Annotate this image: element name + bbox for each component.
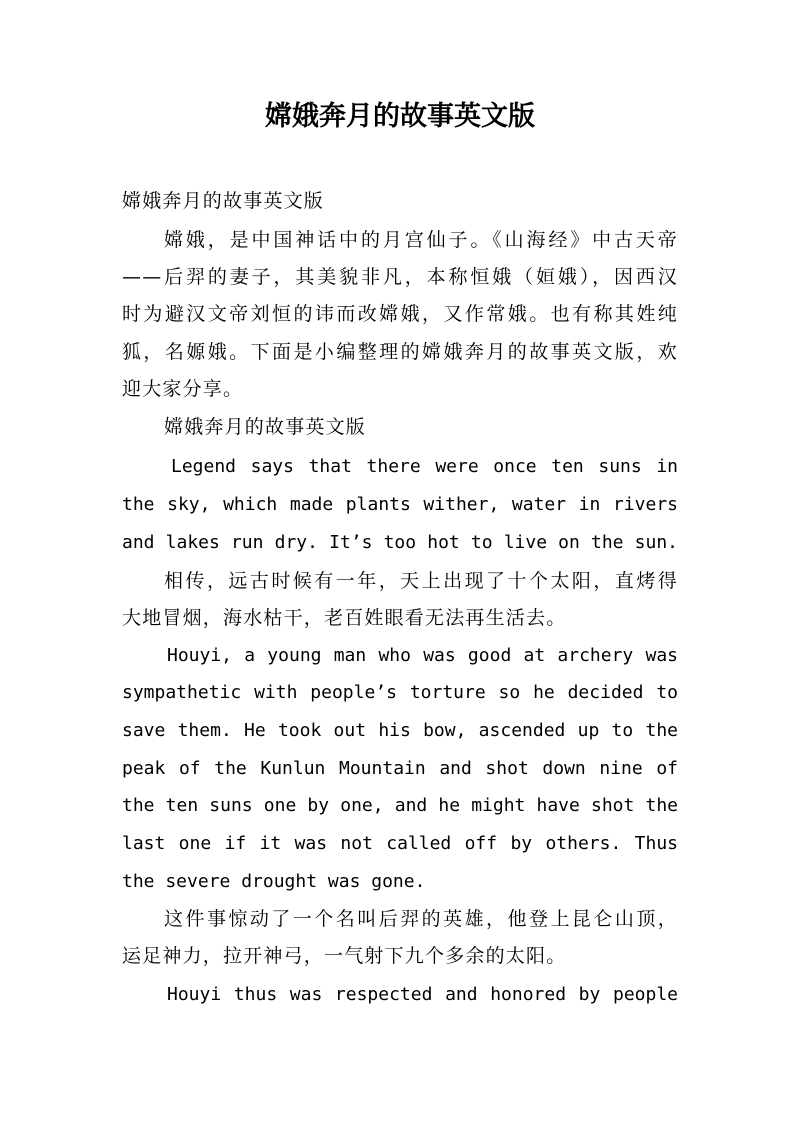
english-para-2-line-1: Houyi, a young man who was good at archery was — [167, 645, 678, 666]
intro-line-5: 迎大家分享。 — [122, 378, 244, 400]
intro-line-4: 狐，名嫄娥。下面是小编整理的嫦娥奔月的故事英文版，欢 — [122, 341, 678, 363]
intro-line-1: 嫦娥，是中国神话中的月宫仙子。《山海经》中古天帝 — [164, 229, 678, 251]
chinese-para-1-line-1: 相传，远古时候有一年，天上出现了十个太阳，直烤得 — [164, 570, 678, 592]
english-para-2-line-3: save them. He took out his bow, ascended up to the — [122, 720, 678, 741]
english-para-3-line-1: Houyi thus was respected and honored by people — [167, 984, 678, 1005]
intro-line-3: 时为避汉文帝刘恒的讳而改嫦娥，又作常娥。也有称其姓纯 — [122, 303, 678, 325]
section-heading: 嫦娥奔月的故事英文版 — [164, 416, 367, 438]
english-para-2-line-2: sympathetic with people’s torture so he decided to — [122, 682, 678, 703]
english-para-2-line-6: last one if it was not called off by others. Thus — [122, 833, 678, 854]
english-para-1-line-3: and lakes run dry. It’s too hot to live on the sun. — [122, 532, 678, 553]
english-para-2-line-5: the ten suns one by one, and he might have shot the — [122, 795, 678, 816]
english-para-1-line-1: Legend says that there were once ten suns in — [171, 456, 678, 477]
english-para-2-line-4: peak of the Kunlun Mountain and shot down nine of — [122, 758, 678, 779]
chinese-para-2-line-2: 运足神力，拉开神弓，一气射下九个多余的太阳。 — [122, 945, 567, 967]
chinese-para-2-line-1: 这件事惊动了一个名叫后羿的英雄，他登上昆仑山顶， — [164, 908, 678, 930]
chinese-para-1-line-2: 大地冒烟，海水枯干，老百姓眼看无法再生活去。 — [122, 607, 567, 629]
english-para-1-line-2: the sky, which made plants wither, water in rivers — [122, 494, 678, 515]
document-title: 嫦娥奔月的故事英文版 — [265, 101, 535, 132]
english-para-2-line-7: the severe drought was gone. — [122, 871, 426, 892]
intro-line-2: ——后羿的妻子，其美貌非凡，本称恒娥（姮娥），因西汉 — [122, 266, 678, 288]
subtitle-line: 嫦娥奔月的故事英文版 — [122, 190, 325, 212]
